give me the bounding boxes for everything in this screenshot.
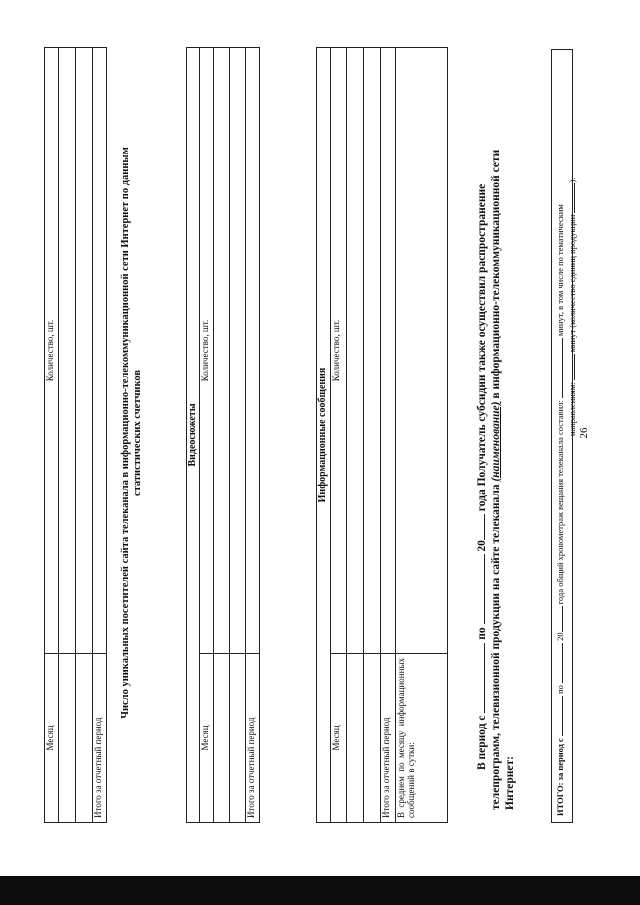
document-page <box>30 28 590 838</box>
scan-bottom-band <box>0 876 640 905</box>
summary-line-2: направлениям: минут (количество единиц продукции ). <box>567 177 577 436</box>
distribution-paragraph: В период с по 20 года Получатель субсидии также осуществил распространение телепрограмм, телевизионной продукции на сайте телеканала (наименование) в информационно-телекоммуникационной сети Интернет: <box>476 149 516 810</box>
visitors-table <box>44 47 107 823</box>
summary-box <box>551 49 577 823</box>
info-section-title: Информационные сообщения <box>317 48 331 823</box>
page-number: 26 <box>578 427 590 439</box>
table-cell <box>59 654 76 823</box>
table-cell <box>364 48 381 654</box>
video-table <box>186 47 260 823</box>
table-cell <box>246 48 260 654</box>
table-cell <box>347 48 364 654</box>
table-cell <box>396 48 448 654</box>
table-cell <box>76 48 93 654</box>
table-cell <box>347 654 364 823</box>
video-section-title: Видеосюжеты <box>187 48 200 823</box>
table-cell <box>59 48 76 654</box>
summary-line-1: ИТОГО: за период с по 20 года общий хронометраж вещания телеканала составил: минут, в том числе по тематическим <box>555 204 565 816</box>
col-qty: Количество, шт. <box>200 48 214 654</box>
col-qty: Количество, шт. <box>45 48 59 654</box>
table-cell <box>76 654 93 823</box>
total-row-label: Итого за отчетный период <box>381 654 396 823</box>
table-cell <box>93 48 107 654</box>
table-cell <box>230 48 246 654</box>
table-cell <box>381 48 396 654</box>
visitors-caption: Число уникальных посетителей сайта телеканала в информационно-телекоммуникационной сети Интернет по данным статистических счетчиков <box>120 147 143 719</box>
col-month: Месяц <box>200 654 214 823</box>
total-row-label: Итого за отчетный период <box>93 654 107 823</box>
table-cell <box>230 654 246 823</box>
rotated-content <box>30 28 590 838</box>
info-messages-table <box>316 47 448 823</box>
table-cell <box>214 654 230 823</box>
col-qty: Количество, шт. <box>331 48 347 654</box>
total-row-label: Итого за отчетный период <box>246 654 260 823</box>
table-cell <box>364 654 381 823</box>
table-cell <box>214 48 230 654</box>
col-month: Месяц <box>331 654 347 823</box>
col-month: Месяц <box>45 654 59 823</box>
avg-row-label: В среднем по месяцу информационных сообщений в сутки: <box>396 654 448 823</box>
